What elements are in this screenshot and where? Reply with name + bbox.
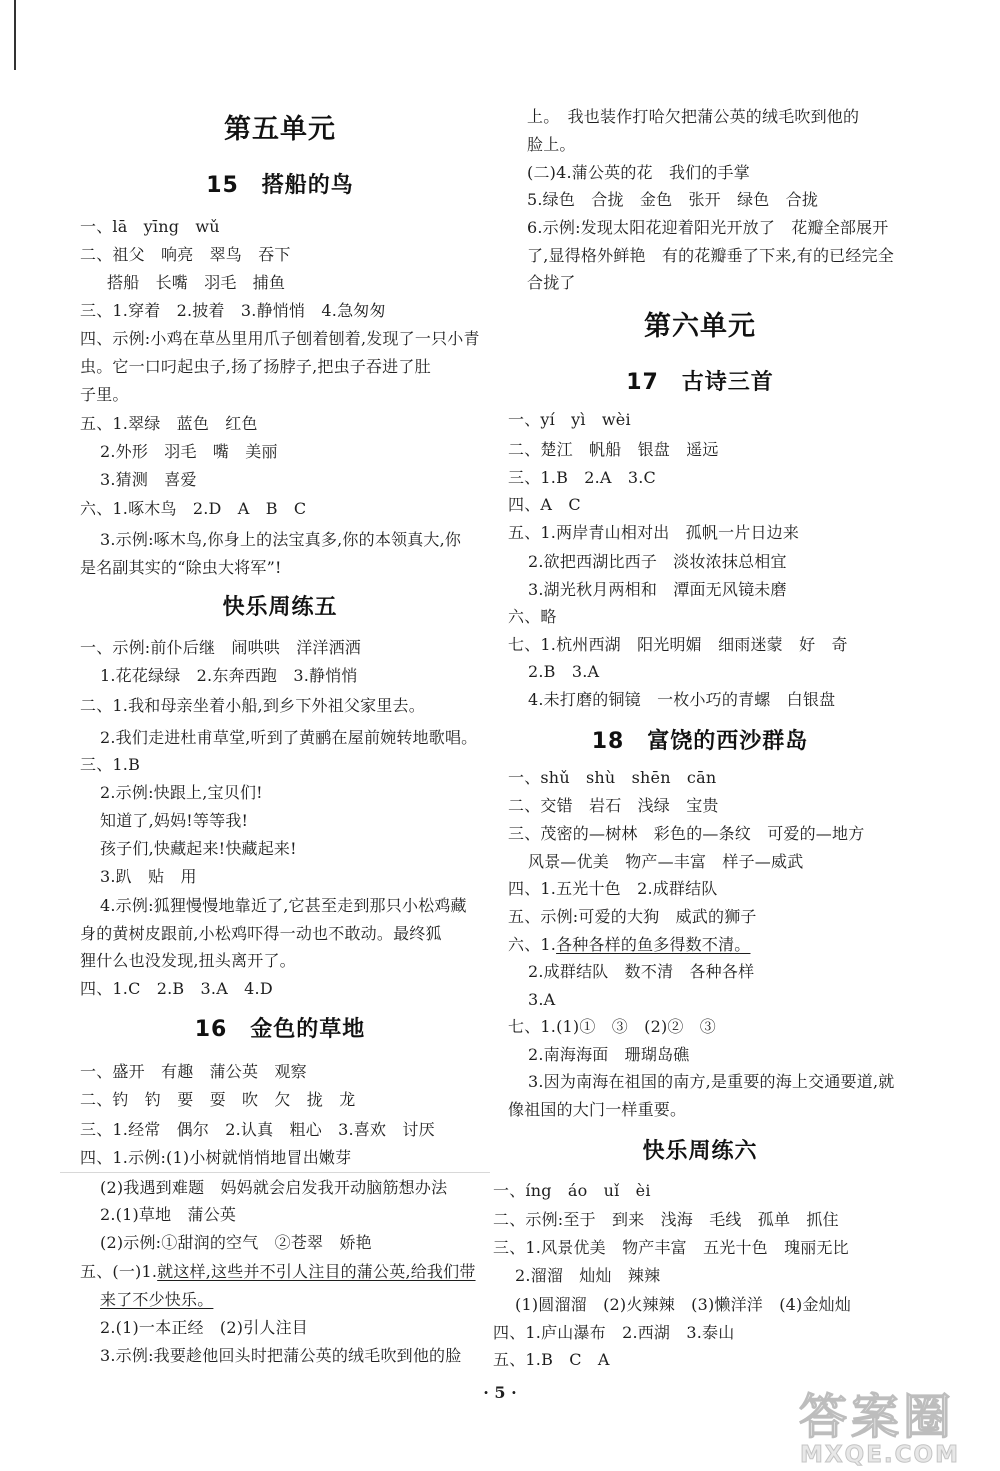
- answer-line: [100, 1289, 213, 1311]
- scan-artifact-line: [60, 1172, 490, 1173]
- answer-line: 2.B 3.A: [528, 662, 600, 681]
- answer-line: 二、祖父 响亮 翠鸟 吞下: [80, 245, 291, 264]
- answer-line: 四、1.庐山瀑布 2.西湖 3.泰山: [493, 1323, 735, 1342]
- answer-line: 二、交错 岩石 浅绿 宝贵: [508, 796, 719, 815]
- answer-line: 了,显得格外鲜艳 有的花瓣垂了下来,有的已经完全: [527, 246, 894, 265]
- answer-line: 一、shǔ shù shēn cān: [508, 768, 717, 787]
- answer-line: 一、íng áo uǐ èi: [493, 1181, 651, 1200]
- answer-line: 3.示例:啄木鸟,你身上的法宝真多,你的本领真大,你: [100, 530, 462, 549]
- answer-line: 五、1.B C A: [493, 1350, 610, 1369]
- answer-line: 2.外形 羽毛 嘴 美丽: [100, 442, 278, 461]
- answer-line: 六、1.啄木鸟 2.D A B C: [80, 499, 307, 518]
- answer-line: 六、略: [508, 607, 557, 626]
- answer-line: 一、示例:前仆后继 闹哄哄 洋洋洒洒: [80, 638, 361, 657]
- answer-line: (1)圆溜溜 (2)火辣辣 (3)懒洋洋 (4)金灿灿: [515, 1295, 852, 1314]
- answer-line: 二、示例:至于 到来 浅海 毛线 孤单 抓住: [493, 1210, 839, 1229]
- answer-line: 五、示例:可爱的大狗 威武的狮子: [508, 907, 757, 926]
- underlined-answer: 来了不少快乐。: [100, 1290, 214, 1309]
- answer-line: 6.示例:发现太阳花迎着阳光开放了 花瓣全部展开: [527, 218, 889, 237]
- answer-line: 2.我们走进杜甫草堂,听到了黄鹂在屋前婉转地歌唱。: [100, 728, 478, 747]
- answer-line: 四、A C: [508, 495, 581, 514]
- answer-line: 2.溜溜 灿灿 辣辣: [515, 1266, 661, 1285]
- answer-line: [80, 1261, 476, 1283]
- answer-line: 知道了,妈妈!等等我!: [100, 811, 249, 830]
- answer-line: 身的黄树皮跟前,小松鸡吓得一动也不敢动。最终狐: [80, 924, 442, 943]
- answer-line: 脸上。: [527, 135, 576, 154]
- page-number: · 5 ·: [483, 1383, 517, 1402]
- lesson-title: 17 古诗三首: [626, 370, 774, 395]
- answer-line: 虫。它一口叼起虫子,扬了扬脖子,把虫子吞进了肚: [80, 357, 431, 376]
- answer-line: 三、茂密的—树林 彩色的—条纹 可爱的—地方: [508, 824, 865, 843]
- answer-line: 5.绿色 合拢 金色 张开 绿色 合拢: [527, 190, 819, 209]
- answer-line: 一、yí yì wèi: [508, 410, 631, 429]
- answer-line: 是名副其实的“除虫大将军”!: [80, 558, 282, 577]
- answer-line: 子里。: [80, 385, 129, 404]
- lesson-title: 15 搭船的鸟: [206, 173, 354, 198]
- answer-line: 3.因为南海在祖国的南方,是重要的海上交通要道,就: [528, 1072, 895, 1091]
- answer-line: 上。 我也装作打哈欠把蒲公英的绒毛吹到他的: [527, 107, 860, 126]
- answer-line: 4.未打磨的铜镜 一枚小巧的青螺 白银盘: [528, 690, 836, 709]
- answer-line: 3.趴 贴 用: [100, 867, 197, 886]
- answer-line: 五、1.翠绿 蓝色 红色: [80, 414, 258, 433]
- answer-line: 四、1.C 2.B 3.A 4.D: [80, 979, 273, 998]
- answer-line: [508, 934, 750, 956]
- answer-line: 2.成群结队 数不清 各种各样: [528, 962, 755, 981]
- answer-line: 三、1.B 2.A 3.C: [508, 468, 656, 487]
- answer-line: 4.示例:狐狸慢慢地靠近了,它甚至走到那只小松鸡藏: [100, 896, 467, 915]
- watermark-site: MXQE.COM: [800, 1442, 960, 1468]
- answer-line: 2.示例:快跟上,宝贝们!: [100, 783, 263, 802]
- answer-line: 七、1.(1)① ③ (2)② ③: [508, 1017, 716, 1036]
- answer-line: 三、1.经常 偶尔 2.认真 粗心 3.喜欢 讨厌: [80, 1120, 435, 1139]
- answer-line: 狸什么也没发现,扭头离开了。: [80, 951, 296, 970]
- answer-line: 四、1.示例:(1)小树就悄悄地冒出嫩芽: [80, 1148, 352, 1167]
- answer-line: 四、1.五光十色 2.成群结队: [508, 879, 718, 898]
- answer-line: (2)我遇到难题 妈妈就会启发我开动脑筋想办法: [100, 1178, 448, 1197]
- answer-line: 2.(1)草地 蒲公英: [100, 1205, 237, 1224]
- answer-line: 五、1.两岸青山相对出 孤帆一片日边来: [508, 523, 800, 542]
- answer-line: 合拢了: [527, 273, 576, 292]
- answer-line: 3.猜测 喜爱: [100, 470, 197, 489]
- answer-line: 3.A: [528, 990, 556, 1009]
- answer-line: 2.欲把西湖比西子 淡妆浓抹总相宜: [528, 552, 787, 571]
- answer-line: 七、1.杭州西湖 阳光明媚 细雨迷蒙 好 奇: [508, 635, 848, 654]
- answer-line: 四、示例:小鸡在草丛里用爪子刨着刨着,发现了一只小青: [80, 329, 480, 348]
- answer-line: 3.湖光秋月两相和 潭面无风镜未磨: [528, 580, 787, 599]
- watermark-logo: 答案圈: [798, 1389, 955, 1445]
- answer-line: 搭船 长嘴 羽毛 捕鱼: [107, 273, 286, 292]
- answer-line: (2)示例:①甜润的空气 ②苍翠 娇艳: [100, 1233, 372, 1252]
- lesson-title: 16 金色的草地: [194, 1017, 366, 1042]
- answer-line: 孩子们,快藏起来!快藏起来!: [100, 839, 297, 858]
- answer-line: (二)4.蒲公英的花 我们的手掌: [527, 163, 750, 182]
- answer-line: 二、楚江 帆船 银盘 遥远: [508, 440, 719, 459]
- weekly-practice-title: 快乐周练六: [642, 1139, 758, 1164]
- underlined-answer: 各种各样的鱼多得数不清。: [556, 935, 751, 954]
- answer-prefix: 五、(一)1.: [80, 1262, 158, 1281]
- underlined-answer: 就这样,这些并不引人注目的蒲公英,给我们带: [157, 1262, 476, 1281]
- answer-line: 2.南海海面 珊瑚岛礁: [528, 1045, 690, 1064]
- unit-title: 第五单元: [224, 114, 336, 145]
- answer-prefix: 六、1.: [508, 935, 557, 954]
- weekly-practice-title: 快乐周练五: [222, 595, 338, 620]
- unit-title: 第六单元: [644, 311, 756, 342]
- answer-line: 1.花花绿绿 2.东奔西跑 3.静悄悄: [100, 666, 358, 685]
- answer-line: 二、1.我和母亲坐着小船,到乡下外祖父家里去。: [80, 696, 425, 715]
- answer-line: 风景—优美 物产—丰富 样子—威武: [528, 852, 804, 871]
- answer-line: 3.示例:我要趁他回头时把蒲公英的绒毛吹到他的脸: [100, 1346, 462, 1365]
- answer-line: 2.(1)一本正经 (2)引人注目: [100, 1318, 308, 1337]
- answer-line: 三、1.穿着 2.披着 3.静悄悄 4.急匆匆: [80, 301, 386, 320]
- answer-line: 三、1.B: [80, 755, 141, 774]
- lesson-title: 18 富饶的西沙群岛: [591, 729, 809, 754]
- answer-line: 二、钓 钓 要 耍 吹 欠 拢 龙: [80, 1090, 356, 1109]
- scan-edge-line: [14, 0, 16, 70]
- answer-line: 一、lā yīng wǔ: [80, 217, 220, 236]
- answer-line: 像祖国的大门一样重要。: [508, 1100, 687, 1119]
- answer-line: 三、1.风景优美 物产丰富 五光十色 瑰丽无比: [493, 1238, 849, 1257]
- answer-line: 一、盛开 有趣 蒲公英 观察: [80, 1062, 307, 1081]
